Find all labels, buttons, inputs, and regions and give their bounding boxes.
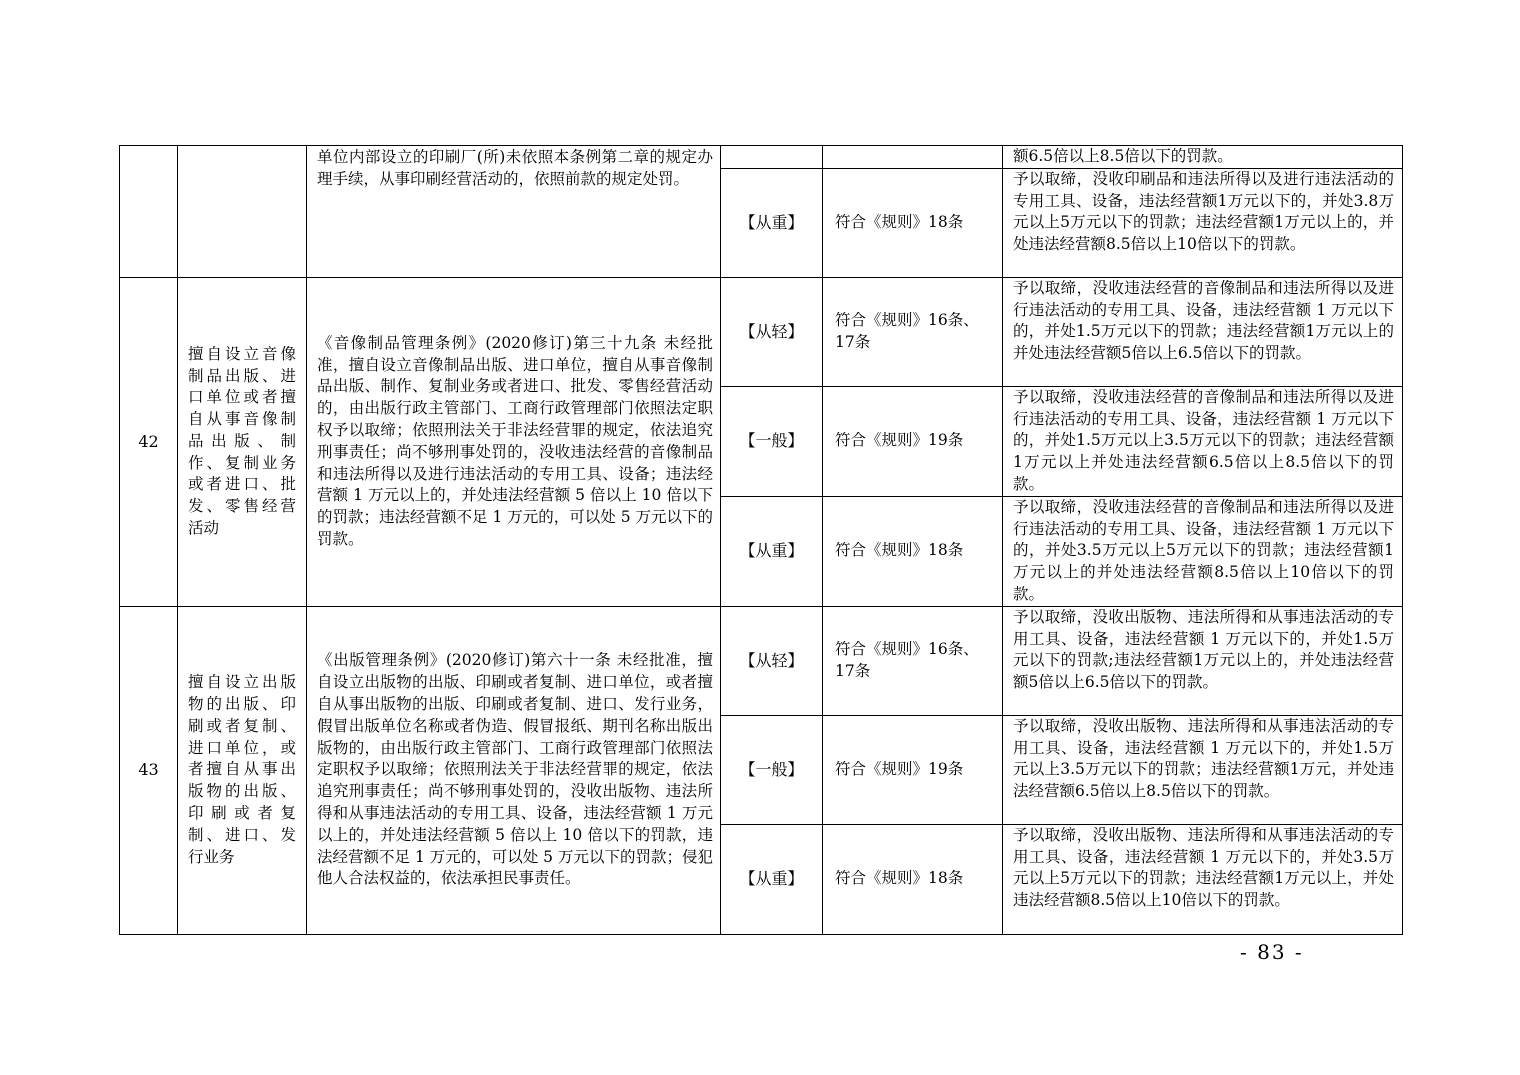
discretion-level: 【从重】	[721, 496, 823, 606]
applicable-rule: 符合《规则》16条、17条	[823, 606, 1003, 715]
table-row	[120, 606, 1403, 715]
discretion-level: 【从重】	[721, 168, 823, 277]
legal-basis-text: 《出版管理条例》(2020修订)第六十一条 未经批准，擅自设立出版物的出版、印刷或者复制、进口单位，或者擅自从事出版物的出版、印刷或者复制、进口、发行业务，假冒出版单位名称或者伪造、假冒报纸、期刊名称出版出版物的，由出版行政主管部门、工商行政管理部门依照法定职权予以取缔；依照刑法关于非法经营罪的规定，依法追究刑事责任；尚不够刑事处罚的，没收出版物、违法所得和从事违法活动的专用工具、设备，违法经营额 1 万元以上的，并处违法经营额 5 倍以上 10 倍以下的罚款，违法经营额不足 1 万元的，可以处 5 万元以下的罚款；侵犯他人合法权益的，依法承担民事责任。	[317, 651, 713, 888]
legal-basis	[307, 146, 721, 278]
discretion-level: 【从轻】	[721, 606, 823, 715]
table-row	[120, 146, 1403, 169]
page-number: - 83 -	[1240, 940, 1304, 964]
applicable-rule	[823, 146, 1003, 169]
discretion-level	[721, 146, 823, 169]
violation-name	[178, 146, 307, 278]
applicable-rule: 符合《规则》18条	[823, 824, 1003, 934]
violation-name: 擅自设立音像制品出版、进口单位或者擅自从事音像制品出版、制作、复制业务或者进口、批发、零售经营活动	[178, 277, 307, 606]
penalty-standard: 予以取缔，没收违法经营的音像制品和违法所得以及进行违法活动的专用工具、设备，违法经营额 1 万元以下的，并处1.5万元以下的罚款；违法经营额1万元以上的并处违法经营额5倍以上6.5倍以下的罚款。	[1003, 277, 1403, 386]
applicable-rule: 符合《规则》18条	[823, 168, 1003, 277]
applicable-rule: 符合《规则》19条	[823, 715, 1003, 824]
penalty-standard: 予以取缔，没收违法经营的音像制品和违法所得以及进行违法活动的专用工具、设备，违法经营额 1 万元以下的，并处3.5万元以上5万元以下的罚款；违法经营额1万元以上的并处违法经营额8.5倍以上10倍以下的罚款。	[1003, 496, 1403, 606]
discretion-level: 【从轻】	[721, 277, 823, 386]
legal-basis	[307, 606, 721, 934]
applicable-rule: 符合《规则》18条	[823, 496, 1003, 606]
violation-name: 擅自设立出版物的出版、印刷或者复制、进口单位，或者擅自从事出版物的出版、印刷或者复制、进口、发行业务	[178, 606, 307, 934]
penalty-standard: 予以取缔，没收出版物、违法所得和从事违法活动的专用工具、设备，违法经营额 1 万元以下的，并处1.5万元以下的罚款;违法经营额1万元以上的，并处违法经营额5倍以上6.5倍以下的罚款。	[1003, 606, 1403, 715]
applicable-rule: 符合《规则》16条、17条	[823, 277, 1003, 386]
item-number: 43	[120, 606, 178, 934]
applicable-rule: 符合《规则》19条	[823, 386, 1003, 496]
discretion-level: 【一般】	[721, 715, 823, 824]
penalty-standard: 予以取缔，没收违法经营的音像制品和违法所得以及进行违法活动的专用工具、设备，违法经营额 1 万元以下的，并处1.5万元以上3.5万元以下的罚款；违法经营额1万元以上并处违法经营额6.5倍以上8.5倍以下的罚款。	[1003, 386, 1403, 496]
legal-basis	[307, 277, 721, 606]
legal-basis-text: 单位内部设立的印刷厂(所)未依照本条例第二章的规定办理手续，从事印刷经营活动的，依照前款的规定处罚。	[317, 148, 713, 188]
penalty-standard: 予以取缔，没收出版物、违法所得和从事违法活动的专用工具、设备，违法经营额 1 万元以下的，并处3.5万元以上5万元以下的罚款；违法经营额1万元以上，并处违法经营额8.5倍以上10倍以下的罚款。	[1003, 824, 1403, 934]
item-number	[120, 146, 178, 278]
discretion-level: 【一般】	[721, 386, 823, 496]
penalty-standards-table	[119, 145, 1403, 935]
legal-basis-text: 《音像制品管理条例》(2020修订)第三十九条 未经批准，擅自设立音像制品出版、进口单位，擅自从事音像制品出版、制作、复制业务或者进口、批发、零售经营活动的，由出版行政主管部门、工商行政管理部门依照法定职权予以取缔；依照刑法关于非法经营罪的规定，依法追究刑事责任；尚不够刑事处罚的，没收违法经营的音像制品和违法所得以及进行违法活动的专用工具、设备；违法经营额 1 万元以上的，并处违法经营额 5 倍以上 10 倍以下的罚款；违法经营额不足 1 万元的，可以处 5 万元以下的罚款。	[317, 333, 713, 548]
item-number: 42	[120, 277, 178, 606]
penalty-standard: 予以取缔，没收印刷品和违法所得以及进行违法活动的专用工具、设备，违法经营额1万元以下的，并处3.8万元以上5万元以下的罚款；违法经营额1万元以上的，并处违法经营额8.5倍以上10倍以下的罚款。	[1003, 168, 1403, 277]
penalty-standard: 予以取缔，没收出版物、违法所得和从事违法活动的专用工具、设备，违法经营额 1 万元以下的，并处1.5万元以上3.5万元以下的罚款；违法经营额1万元，并处违法经营额6.5倍以上8.5倍以下的罚款。	[1003, 715, 1403, 824]
penalty-standard: 额6.5倍以上8.5倍以下的罚款。	[1003, 146, 1403, 169]
discretion-level: 【从重】	[721, 824, 823, 934]
table-row	[120, 277, 1403, 386]
